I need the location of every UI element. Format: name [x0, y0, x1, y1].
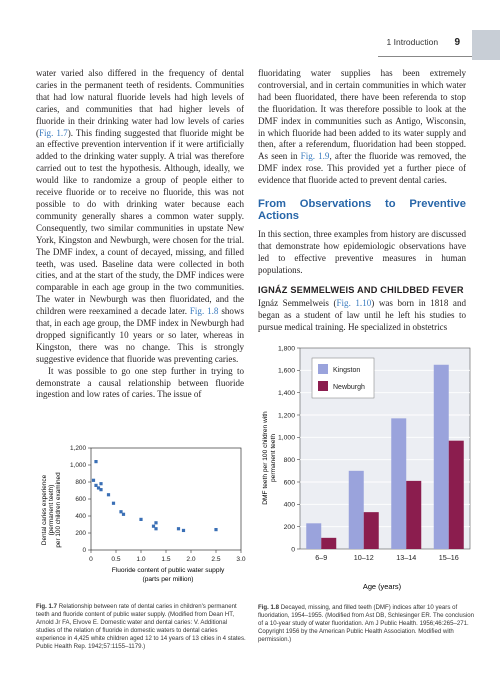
text-run: , after the fluoride was removed, the DMF index rose. This provided yet a further piece of evidence that fluoride acted to prevent dental caries. [258, 151, 466, 186]
bar-kingston [391, 418, 406, 549]
running-header [387, 37, 460, 48]
x-axis-label: Age (years) [362, 582, 402, 591]
plot-frame [91, 448, 241, 550]
caption-label: Fig. 1.7 [36, 603, 57, 610]
figure-1-7-caption [36, 603, 248, 651]
legend-label: Newburgh [333, 384, 365, 391]
scatter-point [92, 479, 95, 482]
figure-link-1-9[interactable]: Fig. 1.9 [300, 151, 330, 162]
page-number: 9 [454, 37, 460, 48]
legend-label: Kingston [333, 367, 361, 374]
y-tick-label: 1,000 [277, 434, 295, 442]
figure-link-1-8[interactable]: Fig. 1.8 [189, 306, 219, 317]
scatter-point [214, 528, 217, 531]
x-tick-label: 0 [89, 556, 93, 563]
bar-kingston [349, 471, 364, 549]
caption-text: Decayed, missing, and filled teeth (DMF) indices after 10 years of fluoridation, 1954–1955. (Modified from Ast DB, Schlesinger ER. The conclusion of a 10-year study of water fluoridation. Am J Public Health. 1956;46:265–271. Copyright 1956 by the American Public Health Association. Modified with permission.) [258, 604, 474, 643]
left-paragraph-2: It was possible to go one step further in trying to demonstrate a causal relationship between fluoride ingestion and low rates of caries. The issue of [36, 365, 244, 400]
text-run: ) was born in 1818 and began as a student of law until he left his studies to pursue medical training. He specialized in obstetrics [258, 298, 466, 333]
y-tick-label: 600 [283, 479, 295, 487]
text-run: shows that, in each age group, the DMF index in Newburgh had dropped significantly 10 years or so later, whereas in Kingston, there was no change. This is strongly suggestive evidence that fluoride was preventing caries. [36, 306, 244, 364]
scatter-point [99, 488, 102, 491]
y-tick-label: 0 [82, 547, 86, 554]
scatter-point [154, 527, 157, 530]
x-tick-label: 1.0 [136, 556, 146, 563]
legend [312, 358, 374, 398]
y-axis-label-line-1: Dental caries experience [41, 474, 48, 546]
y-tick-label: 800 [283, 456, 295, 464]
y-tick-label: 1,400 [277, 389, 295, 397]
y-axis-label-line-3: per 100 children examined [55, 472, 62, 548]
scatter-point [99, 482, 102, 485]
right-paragraph-3 [258, 298, 466, 334]
scatter-point [154, 521, 157, 524]
y-tick-label: 0 [291, 546, 295, 554]
legend-swatch [318, 381, 328, 391]
y-tick-label: 600 [75, 496, 86, 503]
y-tick-label: 200 [283, 523, 295, 531]
x-tick-label: 6–9 [315, 553, 328, 562]
right-column [258, 68, 466, 334]
left-column [36, 68, 244, 401]
x-tick-label: 3.0 [236, 556, 246, 563]
y-tick-label: 1,800 [277, 345, 295, 353]
y-axis-label-line-2: (permanent teeth) [48, 484, 55, 536]
right-paragraph-2: In this section, three examples from history are discussed that demonstrate how epidemiologic observations have led to effective preventive measures in human populations. [258, 228, 466, 275]
header-rule [378, 56, 472, 57]
bar-kingston [434, 365, 449, 549]
y-tick-label: 400 [283, 501, 295, 509]
scatter-point [182, 529, 185, 532]
y-tick-label: 200 [75, 530, 86, 537]
x-tick-label: 2.5 [211, 556, 221, 563]
x-tick-label: 2.0 [186, 556, 196, 563]
figure-link-1-7[interactable]: Fig. 1.7 [39, 127, 68, 138]
x-axis-label-line-1: Fluoride content of public water supply [111, 567, 225, 574]
bar-kingston [306, 523, 321, 549]
text-run: Ignáz Semmelweis ( [258, 298, 337, 309]
scatter-point [177, 527, 180, 530]
subsection-heading: IGNÁZ SEMMELWEIS AND CHILDBED FEVER [258, 284, 464, 295]
figure-1-7-scatter-chart [36, 440, 256, 600]
figure-link-1-10[interactable]: Fig. 1.10 [336, 298, 372, 309]
caption-text: Relationship between rate of dental caries in children's permanent teeth and fluoride content of public water supply. (Modified from Dean HT, Arnold Jr FA, Elvove E. Domestic water and dental caries: V. Additional studies of the relation of fluoride in domestic waters to dental caries experience in 4,425 white children aged 12 to 14 years of 13 cities in 4 states. Public Health Rep. 1942;57:1155–1179.) [36, 603, 246, 650]
page-edge-tab [472, 30, 500, 60]
scatter-point [94, 460, 97, 463]
y-axis-label-line-1: DMF teeth per 100 children with [262, 411, 269, 505]
bar-newburgh [321, 538, 336, 549]
y-axis-label-line-2: permanent teeth [270, 433, 277, 483]
chapter-title: 1 Introduction [386, 37, 439, 47]
x-tick-label: 13–14 [396, 553, 417, 562]
legend-swatch [318, 364, 328, 374]
scatter-point [107, 493, 110, 496]
y-tick-label: 1,000 [70, 462, 86, 469]
right-paragraph-1 [258, 68, 466, 187]
x-tick-label: 15–16 [438, 553, 459, 562]
y-tick-label: 1,600 [277, 367, 295, 375]
bar-newburgh [406, 481, 421, 549]
left-paragraph-1 [36, 68, 244, 366]
bar-newburgh [364, 512, 379, 549]
text-run: ). This finding suggested that fluoride might be an effective prevention intervention if it were artificially added to the drinking water supply. A trial was therefore carried out to test the hypothesis. Although, ideally, we would like to randomize a group of people either to receive fluoride or to receive no fluoride, this was not possible to do with drinking water because each community generally shares a common water supply. Consequently, two similar communities in upstate New York, Kingston and Newburgh, were chosen for the trial. The DMF index, a count of decayed, missing, and filled teeth, was used. Baseline data were collected in both cities, and at the start of the study, the DMF indices were comparable in each age group in the two communities. The water in Newburgh was then fluoridated, and the children were reexamined a decade later. [36, 127, 244, 317]
caption-label: Fig. 1.8 [258, 604, 279, 611]
scatter-point [112, 502, 115, 505]
scatter-point [139, 518, 142, 521]
y-tick-label: 400 [75, 513, 86, 520]
text-run: water varied also differed in the frequency of dental caries in the permanent teeth of residents. Communities that had low natural fluoride levels had high levels of caries, and communities that had higher levels of fluoride in their drinking water had low levels of caries ( [36, 68, 244, 138]
figure-1-8-bar-chart [258, 338, 480, 600]
section-heading: From Observations to Preventive Actions [258, 198, 466, 222]
y-tick-label: 800 [75, 479, 86, 486]
bar-newburgh [449, 441, 464, 549]
y-tick-label: 1,200 [70, 445, 86, 452]
x-tick-label: 1.5 [161, 556, 171, 563]
y-tick-label: 1,200 [277, 412, 295, 420]
x-tick-label: 10–12 [353, 553, 374, 562]
scatter-point [122, 513, 125, 516]
x-axis-label-line-2: (parts per million) [142, 576, 194, 583]
figure-1-8-caption [258, 604, 476, 644]
x-tick-label: 0.5 [111, 556, 121, 563]
text-run: fluoridating water supplies has been extremely controversial, and in certain communities in which water had been fluoridated, there have been referenda to stop the fluoridation. It was therefore possible to look at the DMF index in communities such as Antigo, Wisconsin, in which fluoride had been added to its water supply and then, after a referendum, fluoridation had been stopped. As seen in [258, 68, 466, 162]
